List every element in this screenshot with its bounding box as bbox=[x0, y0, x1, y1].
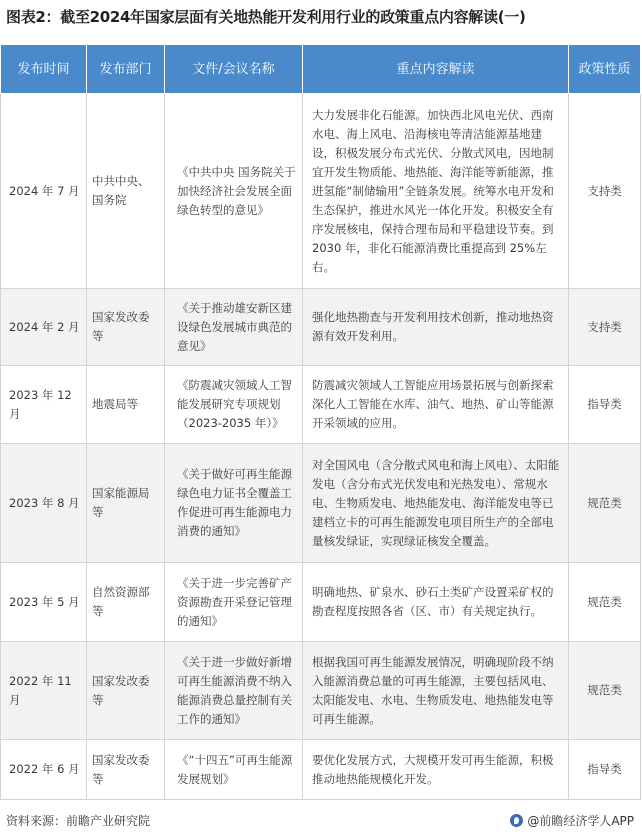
policy-table bbox=[0, 44, 641, 800]
table-row bbox=[1, 94, 641, 289]
qianzhan-logo-icon bbox=[510, 814, 523, 827]
cell-content: 防震减灾领域人工智能应用场景拓展与创新探索深化人工智能在水库、油气、地热、矿山等能源开采领域的应用。 bbox=[303, 366, 569, 444]
cell-nature: 支持类 bbox=[569, 289, 641, 366]
cell-content: 大力发展非化石能源。加快西北风电光伏、西南水电、海上风电、沿海核电等清洁能源基地建设，积极发展分布式光伏、分散式风电，因地制宜开发生物质能、地热能、海洋能等新能源，推进氢能“制储输用”全链条发展。统筹水电开发和生态保护，推进水风光一体化开发。积极安全有序发展核电，保持合理布局和平稳建设节奏。到 2030 年，非化石能源消费比重提高到 25%左右。 bbox=[303, 94, 569, 289]
cell-content: 明确地热、矿泉水、砂石土类矿产设置采矿权的勘查程度按照各省（区、市）有关规定执行。 bbox=[303, 563, 569, 642]
header-dept: 发布部门 bbox=[87, 45, 165, 94]
cell-nature: 支持类 bbox=[569, 94, 641, 289]
cell-doc: 《中共中央 国务院关于加快经济社会发展全面绿色转型的意见》 bbox=[165, 94, 303, 289]
header-content: 重点内容解读 bbox=[303, 45, 569, 94]
cell-date: 2022 年 11 月 bbox=[1, 642, 87, 740]
cell-dept: 中共中央、国务院 bbox=[87, 94, 165, 289]
cell-doc: 《关于进一步完善矿产资源勘查开采登记管理的通知》 bbox=[165, 563, 303, 642]
header-nature: 政策性质 bbox=[569, 45, 641, 94]
brand-credit bbox=[510, 812, 634, 829]
cell-date: 2024 年 7 月 bbox=[1, 94, 87, 289]
header-date: 发布时间 bbox=[1, 45, 87, 94]
cell-date: 2023 年 5 月 bbox=[1, 563, 87, 642]
cell-content: 强化地热勘查与开发利用技术创新，推动地热资源有效开发利用。 bbox=[303, 289, 569, 366]
table-header-row bbox=[1, 45, 641, 94]
cell-content: 对全国风电（含分散式风电和海上风电）、太阳能发电（含分布式光伏发电和光热发电）、常规水电、生物质发电、地热能发电、海洋能发电等已建档立卡的可再生能源发电项目所生产的全部电量核发绿证，实现绿证核发全覆盖。 bbox=[303, 444, 569, 563]
cell-date: 2022 年 6 月 bbox=[1, 740, 87, 800]
cell-nature: 规范类 bbox=[569, 444, 641, 563]
cell-nature: 规范类 bbox=[569, 642, 641, 740]
cell-dept: 地震局等 bbox=[87, 366, 165, 444]
table-row bbox=[1, 563, 641, 642]
cell-date: 2023 年 12 月 bbox=[1, 366, 87, 444]
cell-dept: 国家发改委等 bbox=[87, 289, 165, 366]
cell-doc: 《“十四五”可再生能源发展规划》 bbox=[165, 740, 303, 800]
cell-dept: 国家发改委等 bbox=[87, 740, 165, 800]
cell-nature: 指导类 bbox=[569, 366, 641, 444]
cell-doc: 《防震减灾领域人工智能发展研究专项规划（2023-2035 年）》 bbox=[165, 366, 303, 444]
cell-content: 根据我国可再生能源发展情况，明确现阶段不纳入能源消费总量的可再生能源，主要包括风电、太阳能发电、水电、生物质发电、地热能发电等可再生能源。 bbox=[303, 642, 569, 740]
page-title: 图表2：截至2024年国家层面有关地热能开发利用行业的政策重点内容解读(一) bbox=[6, 8, 526, 26]
header-doc: 文件/会议名称 bbox=[165, 45, 303, 94]
cell-dept: 国家能源局等 bbox=[87, 444, 165, 563]
source-note: 资料来源：前瞻产业研究院 bbox=[6, 814, 151, 828]
cell-date: 2024 年 2 月 bbox=[1, 289, 87, 366]
cell-date: 2023 年 8 月 bbox=[1, 444, 87, 563]
table-row bbox=[1, 642, 641, 740]
cell-doc: 《关于做好可再生能源绿色电力证书全覆盖工作促进可再生能源电力消费的通知》 bbox=[165, 444, 303, 563]
cell-nature: 指导类 bbox=[569, 740, 641, 800]
table-row bbox=[1, 289, 641, 366]
table-row bbox=[1, 740, 641, 800]
table-row bbox=[1, 366, 641, 444]
brand-label: @前瞻经济学人APP bbox=[527, 814, 634, 828]
cell-dept: 自然资源部等 bbox=[87, 563, 165, 642]
cell-doc: 《关于推动雄安新区建设绿色发展城市典范的意见》 bbox=[165, 289, 303, 366]
cell-nature: 规范类 bbox=[569, 563, 641, 642]
cell-dept: 国家发改委等 bbox=[87, 642, 165, 740]
cell-content: 要优化发展方式，大规模开发可再生能源，积极推动地热能规模化开发。 bbox=[303, 740, 569, 800]
table-row bbox=[1, 444, 641, 563]
cell-doc: 《关于进一步做好新增可再生能源消费不纳入能源消费总量控制有关工作的通知》 bbox=[165, 642, 303, 740]
